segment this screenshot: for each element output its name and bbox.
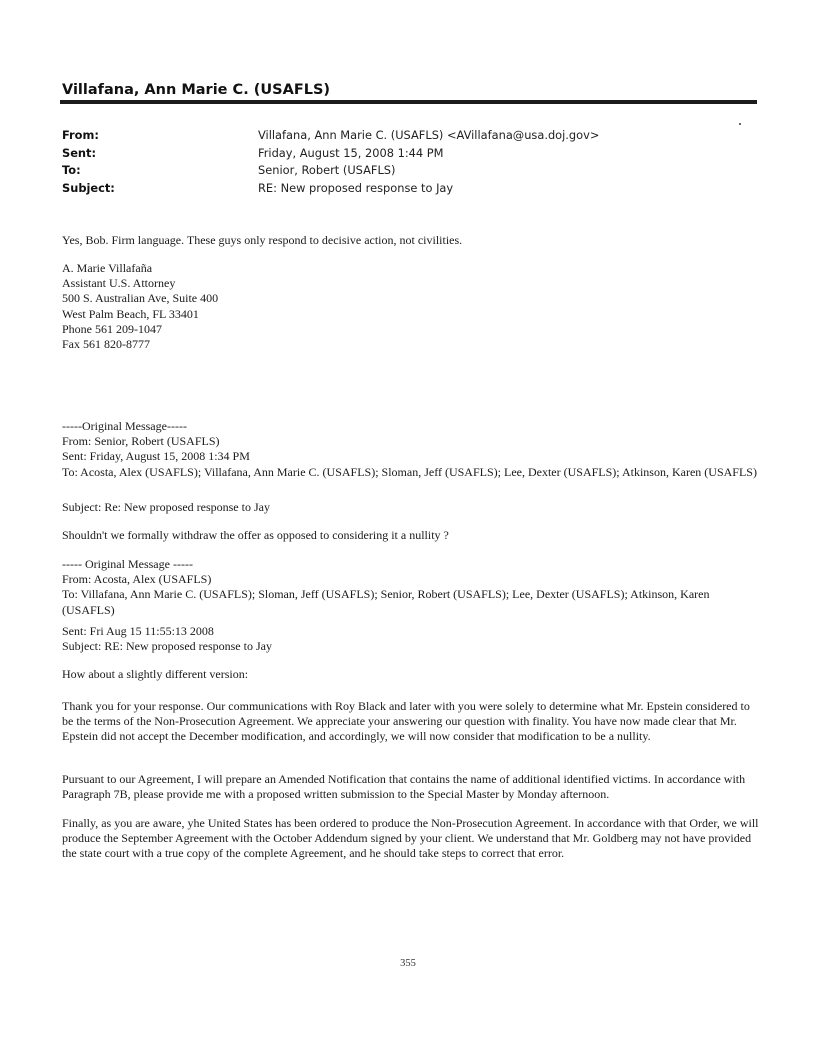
signature-line: Fax 561 820-8777 [62, 337, 150, 352]
reply-text: Yes, Bob. Firm language. These guys only respond to decisive action, not civilities. [62, 233, 463, 247]
mailbox-owner-title: Villafana, Ann Marie C. (USAFLS) [62, 82, 331, 98]
original-from: From: Acosta, Alex (USAFLS) [62, 572, 212, 587]
signature-line: Phone 561 209-1047 [62, 321, 162, 336]
original-message-marker: ----- Original Message ----- [62, 557, 193, 571]
header-value: Villafana, Ann Marie C. (USAFLS) <AVillafana@usa.doj.gov> [258, 128, 600, 142]
original-message-marker: -----Original Message----- [62, 419, 187, 433]
header-label: From: [62, 128, 99, 142]
original-sent: Sent: Friday, August 15, 2008 1:34 PM [62, 449, 250, 464]
signature-line: West Palm Beach, FL 33401 [62, 306, 199, 321]
draft-paragraph: Finally, as you are aware, yhe United States has been ordered to produce the Non-Prosecution Agreement. In accordance with that Order, we will produce the September Agreement with the October Addendum signed by your client. We understand that Mr. Goldberg may not have provided the state court with a true copy of the complete Agreement, and he should take steps to correct that error. [62, 816, 759, 861]
signature-line: A. Marie Villafaña [62, 261, 153, 275]
original-sent: Sent: Fri Aug 15 11:55:13 2008 [62, 624, 214, 638]
signature-line: 500 S. Australian Ave, Suite 400 [62, 291, 219, 306]
draft-intro: How about a slightly different version: [62, 667, 249, 681]
header-value: Senior, Robert (USAFLS) [258, 163, 396, 178]
original-subject: Subject: Re: New proposed response to Jay [62, 500, 270, 514]
header-label: Sent: [62, 145, 97, 160]
draft-paragraph: Thank you for your response. Our communications with Roy Black and later with you were solely to determine what Mr. Epstein considered to be the terms of the Non-Prosecution Agreement. We appreciate your answering our question with finality. You have now made clear that Mr. Epstein did not accept the December modification, and accordingly, we will now consider that modification to be a nullity. [62, 699, 750, 744]
header-value: Friday, August 15, 2008 1:44 PM [258, 145, 444, 160]
draft-paragraph: Pursuant to our Agreement, I will prepare an Amended Notification that contains the name of additional identified victims. In accordance with Paragraph 7B, please provide me with a proposed written submission to the Special Master by Monday afternoon. [62, 772, 746, 802]
title-divider [60, 100, 757, 104]
original-message-2-header [62, 557, 762, 618]
scan-speck [739, 123, 741, 125]
original-from: From: Senior, Robert (USAFLS) [62, 434, 220, 449]
original-body: Shouldn't we formally withdraw the offer as opposed to considering it a nullity ? [62, 528, 449, 542]
header-value: RE: New proposed response to Jay [258, 180, 454, 195]
original-to: To: Villafana, Ann Marie C. (USAFLS); Sloman, Jeff (USAFLS); Senior, Robert (USAFLS); Lee, Dexter (USAFLS); Atkinson, Karen (USAFLS) [62, 587, 710, 617]
original-message-1-header [62, 419, 762, 480]
original-subject: Subject: RE: New proposed response to Jay [62, 639, 272, 654]
original-message-2-meta [62, 624, 762, 654]
header-label: Subject: [62, 180, 115, 195]
page-number: 355 [400, 958, 416, 969]
signature-line: Assistant U.S. Attorney [62, 276, 176, 291]
header-label: To: [62, 163, 81, 178]
signature-block [62, 261, 762, 352]
original-to: To: Acosta, Alex (USAFLS); Villafana, Ann Marie C. (USAFLS); Sloman, Jeff (USAFLS); Lee, Dexter (USAFLS); Atkinson, Karen (USAFLS) [62, 464, 757, 479]
